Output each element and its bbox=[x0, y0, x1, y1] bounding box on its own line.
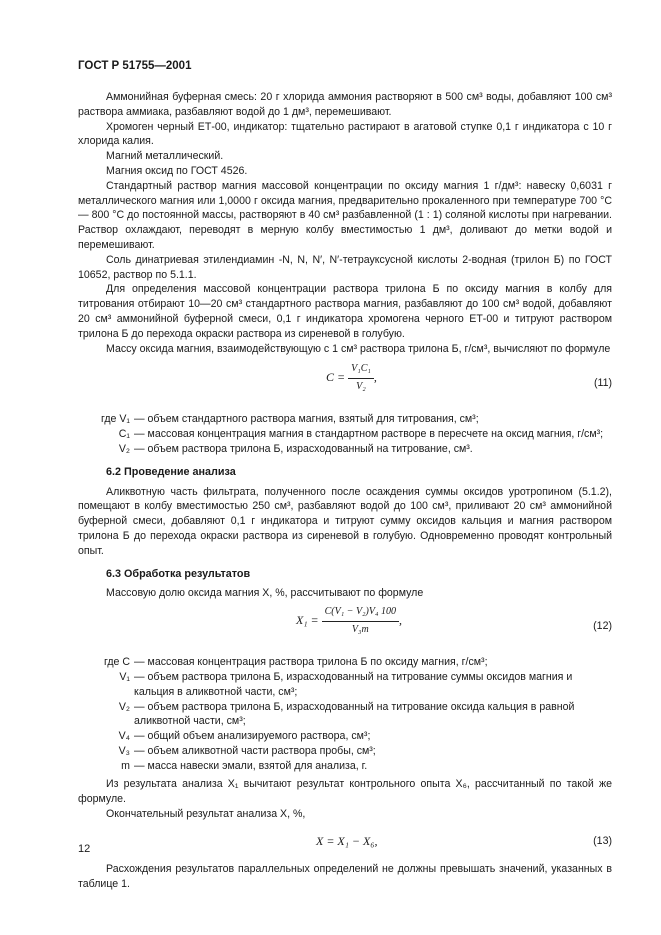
fraction-denominator: V₂ bbox=[356, 381, 366, 393]
formula-number: (12) bbox=[593, 620, 612, 633]
paragraph: Аммонийная буферная смесь: 20 г хлорида аммония растворяют в 500 см³ воды, добавляют 100 см³ раствора аммиака, разбавляют водой до 1 дм³, перемешивают. bbox=[78, 91, 612, 118]
definition-text: — объем аликвотной части раствора пробы, см³; bbox=[134, 744, 376, 757]
definition-row bbox=[78, 427, 612, 442]
formula-lhs: С = bbox=[326, 370, 346, 385]
definition-text: — объем стандартного раствора магния, взятый для титрования, см³; bbox=[134, 413, 479, 426]
definition-row bbox=[78, 700, 612, 730]
definition-symbol: C₁ bbox=[118, 428, 130, 441]
definition-text: — общий объем анализируемого раствора, см³; bbox=[134, 730, 371, 743]
paragraph: Стандартный раствор магния массовой концентрации по оксиду магния 1 г/дм³: навеску 0,6031 г металлического магния или 1,0000 г оксида магния, предварительно прокаленного при температуре 700 °С — 800 °С до постоянной массы, растворяют в 40 см³ разбавленной (1 : 1) соляной кислоты при нагревании. Раствор охлаждают, переводят в мерную колбу вместимостью 1 дм³, доливают до метки водой и перемешивают. bbox=[78, 179, 612, 251]
fraction bbox=[348, 362, 374, 395]
definition-row bbox=[78, 670, 612, 700]
definitions-11 bbox=[78, 412, 612, 456]
formula-lhs: X₁ = bbox=[296, 613, 319, 628]
definition-text: — объем раствора трилона Б, израсходованный на титрование оксида кальция в равной аликвотной части, см³; bbox=[134, 700, 575, 728]
definition-text: — массовая концентрация раствора трилона Б по оксиду магния, г/см³; bbox=[134, 656, 488, 669]
definition-text: — объем раствора трилона Б, израсходованный на титрование суммы оксидов магния и кальция в аликвотной части, см³; bbox=[134, 670, 573, 698]
definition-symbol: V₃ bbox=[118, 744, 130, 757]
paragraph: Соль динатриевая этилендиамин -N, N, N′, N′-тетрауксусной кислоты 2-водная (трилон Б) по ГОСТ 10652, раствор по 5.1.1. bbox=[78, 253, 612, 281]
formula-punct: , bbox=[373, 370, 377, 385]
definition-text: — массовая концентрация магния в стандартном растворе в пересчете на оксид магния, г/см³; bbox=[134, 428, 604, 441]
definition-symbol: m bbox=[121, 759, 130, 772]
formula-number: (13) bbox=[593, 834, 612, 847]
paragraph: Хромоген черный ЕТ-00, индикатор: тщательно растирают в агатовой ступке 0,1 г индикатора с 10 г хлорида калия. bbox=[78, 120, 612, 148]
formula-expression: X = X₁ − X₆, bbox=[316, 833, 378, 848]
formula-12 bbox=[78, 605, 612, 653]
page-number: 12 bbox=[78, 843, 91, 855]
definition-text: — объем раствора трилона Б, израсходованный на титрование, см³. bbox=[134, 442, 473, 455]
definition-symbol: где C bbox=[103, 656, 130, 669]
definition-row bbox=[78, 412, 612, 427]
formula-13 bbox=[78, 828, 612, 862]
paragraph: Массу оксида магния, взаимодействующую с 1 см³ раствора трилона Б, г/см³, вычисляют по формуле bbox=[106, 342, 611, 355]
page-header: ГОСТ Р 51755—2001 bbox=[78, 60, 192, 72]
fraction-numerator: C(V₁ − V₂)V₄ 100 bbox=[322, 605, 399, 622]
section-heading-6-3: 6.3 Обработка результатов bbox=[106, 567, 251, 580]
definition-row bbox=[78, 759, 612, 774]
definition-symbol: где V₁ bbox=[100, 413, 130, 426]
page-content bbox=[78, 90, 612, 891]
paragraph: Аликвотную часть фильтрата, полученного после осаждения суммы оксидов уротропином (5.1.2), помещают в колбу вместимостью 250 см³, разбавляют водой до 100 см³, приливают 20 см³ аммонийной буферной смеси, добавляют 0,1 г индикатора и титруют сумму оксидов кальция и магния раствором трилона Б до перехода окраски раствора из сиреневой в голубую. Одновременно проводят контрольный опыт. bbox=[78, 485, 612, 557]
formula-punct: , bbox=[398, 613, 402, 628]
definition-row bbox=[78, 442, 612, 457]
fraction-numerator: V₁C₁ bbox=[348, 362, 374, 379]
definitions-12 bbox=[78, 655, 612, 773]
paragraph: Из результата анализа X₁ вычитают результат контрольного опыта X₆, рассчитанный по такой же формуле. bbox=[78, 778, 612, 806]
paragraph: Магний металлический. bbox=[106, 150, 224, 163]
formula-11 bbox=[78, 362, 612, 410]
paragraph: Окончательный результат анализа X, %, bbox=[106, 808, 306, 821]
definition-symbol: V₂ bbox=[118, 442, 130, 455]
formula-number: (11) bbox=[593, 377, 612, 390]
definition-symbol: V₂ bbox=[118, 700, 130, 713]
definition-text: — масса навески эмали, взятой для анализа, г. bbox=[134, 759, 368, 772]
section-heading-6-2: 6.2 Проведение анализа bbox=[106, 465, 236, 478]
definition-row bbox=[78, 744, 612, 759]
paragraph: Для определения массовой концентрации раствора трилона Б по оксиду магния в колбу для титрования отбирают 10—20 см³ стандартного раствора магния, разбавляют до 100 см³ водой, добавляют 20 см³ аммонийной буферной смеси, 0,1 г индикатора хромогена черного ЕТ-00 и титруют раствором трилона Б до перехода окраски раствора из сиреневой в голубую. bbox=[78, 283, 612, 340]
definition-symbol: V₄ bbox=[118, 730, 130, 743]
paragraph: Массовую долю оксида магния X, %, рассчитывают по формуле bbox=[106, 587, 424, 600]
paragraph: Магния оксид по ГОСТ 4526. bbox=[106, 164, 248, 177]
fraction bbox=[322, 605, 399, 638]
definition-row bbox=[78, 729, 612, 744]
definition-symbol: V₁ bbox=[119, 670, 130, 683]
definition-row bbox=[78, 655, 612, 670]
fraction-denominator: V₃m bbox=[351, 623, 369, 635]
paragraph: Расхождения результатов параллельных определений не должны превышать значений, указанных в таблице 1. bbox=[78, 862, 612, 890]
